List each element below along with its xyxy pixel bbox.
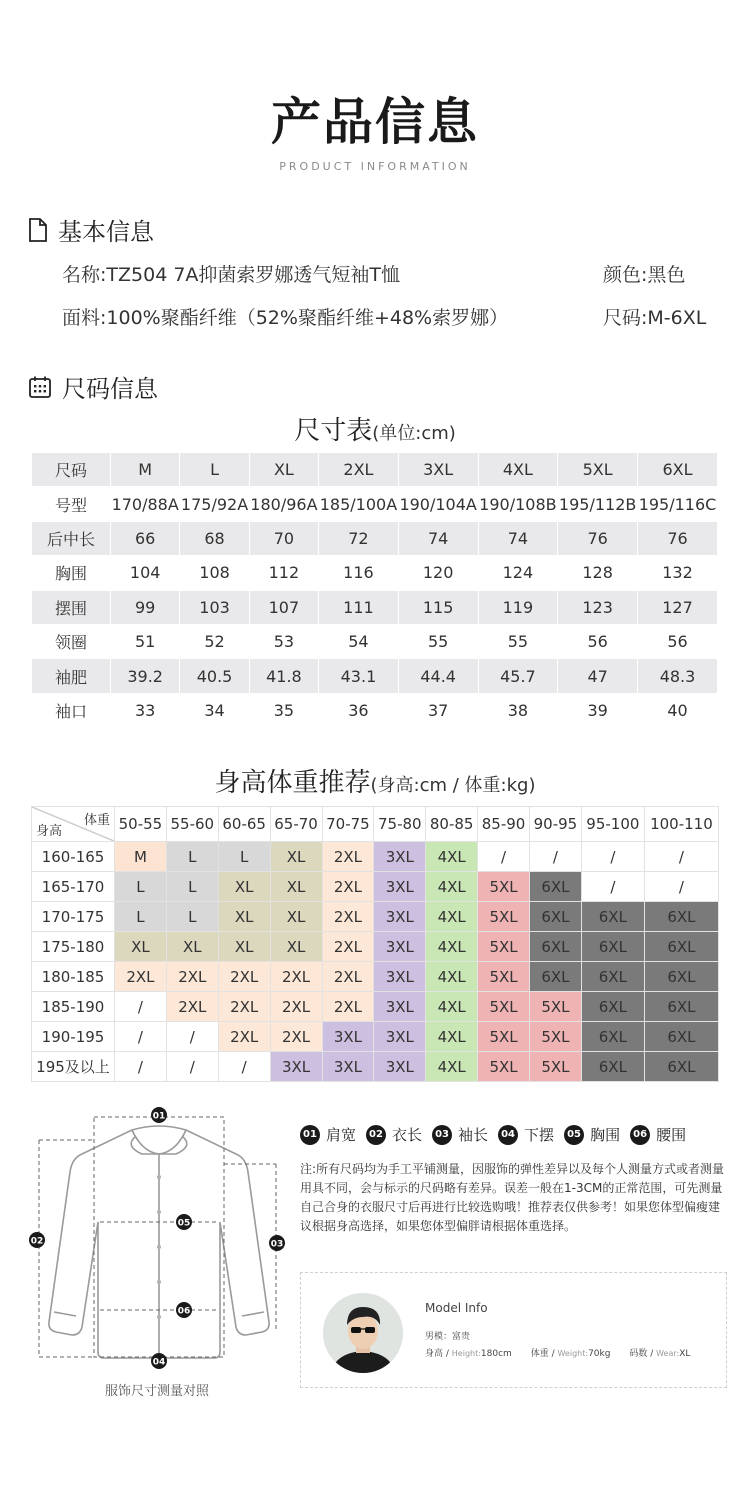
size-table [31, 452, 718, 728]
rec-table-size-cell: XL [218, 902, 270, 932]
rec-table-size-cell: 4XL [426, 902, 478, 932]
rec-table-height-cell: 190-195 [32, 1022, 115, 1052]
measurement-note: 注:所有尺码均为手工平铺测量，因服饰的弹性差异以及每个人测量方式或者测量用具不同，会与标示的尺码略有差异。误差一般在1-3CM的正常范围，可先测量自己合身的衣服尺寸后再进行比较选购哦！推荐表仅供参考！如果您体型偏瘦建议根据身高选择，如果您体型偏胖请根据体重选择。 [300, 1162, 725, 1233]
marker-05: 05 [177, 1218, 191, 1229]
rec-table-size-cell: 5XL [530, 1022, 582, 1052]
rec-table-row [32, 842, 719, 872]
rec-table-size-cell: L [218, 842, 270, 872]
marker-02: 02 [30, 1236, 44, 1247]
rec-table-height-cell: 165-170 [32, 872, 115, 902]
measurement-legend [300, 1124, 696, 1145]
model-info-title: Model Info [425, 1301, 488, 1315]
model-wear-label: 码数 / [629, 1349, 654, 1359]
document-icon [28, 218, 48, 242]
rec-table-size-cell: 5XL [530, 992, 582, 1022]
rec-table-row [32, 962, 719, 992]
size-table-cell: 72 [319, 521, 399, 555]
size-table-cell: 43.1 [319, 659, 399, 693]
marker-06: 06 [177, 1306, 191, 1317]
size-table-cell: 38 [478, 693, 558, 727]
rec-table-size-cell: 2XL [322, 962, 374, 992]
size-table-cell: 104 [111, 556, 180, 590]
size-table-row [32, 624, 718, 658]
rec-table-size-cell: / [166, 1052, 218, 1082]
rec-table-title-text: 身高体重推荐 [214, 768, 371, 798]
rec-table-weight-header: 55-60 [166, 807, 218, 842]
size-table-cell: 39 [558, 693, 638, 727]
rec-table-size-cell: 4XL [426, 1022, 478, 1052]
rec-table-size-cell: / [644, 872, 718, 902]
rec-table-size-cell: 6XL [581, 902, 644, 932]
rec-table-size-cell: 4XL [426, 992, 478, 1022]
rec-table-size-cell: 6XL [530, 932, 582, 962]
legend-number-badge: 04 [498, 1125, 518, 1145]
rec-table-size-cell: 3XL [322, 1052, 374, 1082]
size-table-cell: 52 [180, 624, 249, 658]
size-table-row [32, 659, 718, 693]
size-table-cell: 74 [398, 521, 478, 555]
page-subtitle: PRODUCT INFORMATION [279, 160, 471, 173]
legend-label: 肩宽 [326, 1126, 357, 1144]
size-table-cell: 99 [111, 590, 180, 624]
rec-table-height-cell: 170-175 [32, 902, 115, 932]
rec-table-weight-header: 60-65 [218, 807, 270, 842]
rec-table-size-cell: M [115, 842, 167, 872]
size-table-cell: 41.8 [249, 659, 318, 693]
rec-table-size-cell: 2XL [322, 932, 374, 962]
size-table-cell: L [180, 453, 249, 487]
basic-info-heading-label: 基本信息 [58, 218, 154, 246]
basic-info-heading [28, 212, 154, 247]
legend-item [432, 1124, 488, 1145]
size-table-cell: 76 [638, 521, 718, 555]
rec-table-size-cell: 6XL [530, 962, 582, 992]
size-table-cell: 3XL [398, 453, 478, 487]
model-wear-en: Wear: [656, 1349, 680, 1358]
rec-table-size-cell: 6XL [644, 1052, 718, 1082]
legend-item [498, 1124, 554, 1145]
rec-table-size-cell: 2XL [322, 842, 374, 872]
size-table-unit: (单位:cm) [372, 423, 456, 444]
size-table-cell: 115 [398, 590, 478, 624]
rec-table-size-cell: XL [270, 872, 322, 902]
rec-table-height-cell: 175-180 [32, 932, 115, 962]
rec-table-size-cell: XL [166, 932, 218, 962]
rec-table-header-row [32, 807, 719, 842]
rec-table-height-cell: 160-165 [32, 842, 115, 872]
size-table-cell: 107 [249, 590, 318, 624]
rec-table-size-cell: 6XL [530, 872, 582, 902]
legend-number-badge: 06 [630, 1125, 650, 1145]
rec-table-size-cell: L [115, 872, 167, 902]
rec-table-size-cell: 3XL [374, 932, 426, 962]
rec-table-size-cell: / [644, 842, 718, 872]
size-table-cell: 33 [111, 693, 180, 727]
size-table-cell: XL [249, 453, 318, 487]
size-table-cell: 76 [558, 521, 638, 555]
size-table-cell: M [111, 453, 180, 487]
rec-table-size-cell: 2XL [218, 962, 270, 992]
shirt-outline-icon [49, 1126, 269, 1358]
rec-table-size-cell: 2XL [218, 992, 270, 1022]
rec-table-size-cell: 5XL [478, 872, 530, 902]
model-weight: 70kg [588, 1349, 611, 1359]
model-height: 180cm [480, 1349, 512, 1359]
rec-table-row [32, 932, 719, 962]
rec-table-size-cell: 4XL [426, 932, 478, 962]
model-height-label: 身高 / [425, 1349, 449, 1359]
rec-table-size-cell: / [115, 1052, 167, 1082]
rec-table-size-cell: XL [270, 932, 322, 962]
rec-table-weight-header: 100-110 [644, 807, 718, 842]
size-table-cell: 53 [249, 624, 318, 658]
size-table-cell: 195/112B [558, 487, 638, 521]
rec-table-size-cell: 6XL [581, 932, 644, 962]
legend-item [300, 1124, 356, 1145]
size-table-cell: 119 [478, 590, 558, 624]
rec-table-row [32, 872, 719, 902]
size-table-cell: 34 [180, 693, 249, 727]
marker-03: 03 [270, 1239, 284, 1250]
rec-table-size-cell: 2XL [270, 962, 322, 992]
rec-table-size-cell: 6XL [581, 992, 644, 1022]
size-table-cell: 48.3 [638, 659, 718, 693]
size-table-cell: 44.4 [398, 659, 478, 693]
rec-table-height-cell: 195及以上 [32, 1052, 115, 1082]
rec-table-size-cell: 2XL [218, 1022, 270, 1052]
rec-table-size-cell: / [115, 992, 167, 1022]
size-table-cell: 36 [319, 693, 399, 727]
rec-table-size-cell: 2XL [270, 1022, 322, 1052]
rec-table-size-cell: 3XL [270, 1052, 322, 1082]
size-table-row-header: 袖口 [32, 693, 111, 727]
size-table-row-header: 尺码 [32, 453, 111, 487]
size-table-cell: 116 [319, 556, 399, 590]
rec-table-size-cell: / [478, 842, 530, 872]
rec-table-size-cell: 5XL [478, 992, 530, 1022]
size-table-row-header: 号型 [32, 487, 111, 521]
model-name: 男模：富贵 [425, 1332, 471, 1342]
rec-table-size-cell: 6XL [644, 962, 718, 992]
rec-table-size-cell: / [115, 1022, 167, 1052]
size-table-row [32, 590, 718, 624]
rec-table-size-cell: 4XL [426, 1052, 478, 1082]
rec-table-size-cell: / [581, 842, 644, 872]
rec-table-size-cell: 2XL [115, 962, 167, 992]
legend-label: 衣长 [392, 1126, 423, 1144]
size-table-cell: 175/92A [180, 487, 249, 521]
size-table-cell: 35 [249, 693, 318, 727]
size-table-cell: 124 [478, 556, 558, 590]
size-table-row [32, 556, 718, 590]
size-table-cell: 190/108B [478, 487, 558, 521]
rec-table-weight-header: 50-55 [115, 807, 167, 842]
size-table-cell: 37 [398, 693, 478, 727]
rec-table-size-cell: 6XL [644, 902, 718, 932]
rec-table-unit: (身高:cm / 体重:kg) [370, 775, 536, 796]
size-info-heading [28, 369, 158, 404]
legend-item [630, 1124, 686, 1145]
size-table-cell: 180/96A [249, 487, 318, 521]
size-table-cell: 132 [638, 556, 718, 590]
rec-table-size-cell: 6XL [644, 932, 718, 962]
legend-item [564, 1124, 620, 1145]
diagram-caption: 服饰尺寸测量对照 [104, 1384, 209, 1399]
rec-table-size-cell: XL [270, 902, 322, 932]
legend-label: 下摆 [524, 1126, 555, 1144]
rec-table-size-cell: L [166, 842, 218, 872]
size-table-cell: 70 [249, 521, 318, 555]
legend-item [366, 1124, 422, 1145]
rec-table-size-cell: 5XL [478, 902, 530, 932]
rec-table-size-cell: 4XL [426, 872, 478, 902]
model-height-en: Height: [451, 1349, 481, 1358]
size-table-row [32, 453, 718, 487]
size-table-cell: 112 [249, 556, 318, 590]
rec-table-size-cell: 3XL [374, 1052, 426, 1082]
size-table-cell: 68 [180, 521, 249, 555]
shirt-measurement-diagram [24, 1102, 294, 1372]
page-title: 产品信息 [271, 93, 479, 151]
rec-table-size-cell: 2XL [322, 902, 374, 932]
rec-table-size-cell: L [166, 902, 218, 932]
model-weight-en: Weight: [557, 1349, 589, 1358]
rec-table-row [32, 1052, 719, 1082]
rec-table-size-cell: 3XL [374, 902, 426, 932]
legend-number-badge: 02 [366, 1125, 386, 1145]
model-info-card [300, 1272, 727, 1388]
size-table-cell: 74 [478, 521, 558, 555]
rec-table-size-cell: 3XL [374, 1022, 426, 1052]
size-table-cell: 127 [638, 590, 718, 624]
size-table-cell: 185/100A [319, 487, 399, 521]
rec-table-height-label: 身高 [36, 824, 63, 839]
legend-label: 袖长 [458, 1126, 489, 1144]
size-table-cell: 40 [638, 693, 718, 727]
rec-table-size-cell: / [166, 1022, 218, 1052]
rec-table-row [32, 992, 719, 1022]
size-table-cell: 45.7 [478, 659, 558, 693]
model-wear: XL [679, 1349, 691, 1359]
size-table-title [0, 410, 750, 447]
size-table-row-header: 后中长 [32, 521, 111, 555]
legend-number-badge: 05 [564, 1125, 584, 1145]
model-stats [425, 1346, 690, 1359]
size-table-row-header: 胸围 [32, 556, 111, 590]
rec-table-weight-header: 65-70 [270, 807, 322, 842]
rec-table-size-cell: 6XL [644, 1022, 718, 1052]
rec-table-size-cell: 5XL [530, 1052, 582, 1082]
size-table-cell: 170/88A [111, 487, 180, 521]
rec-table-size-cell: 3XL [322, 1022, 374, 1052]
rec-table-size-cell: XL [115, 932, 167, 962]
rec-table-weight-label: 体重 [83, 813, 110, 828]
size-table-title-text: 尺寸表 [294, 416, 373, 446]
model-avatar [323, 1293, 403, 1373]
rec-table-weight-header: 85-90 [478, 807, 530, 842]
size-table-cell: 56 [558, 624, 638, 658]
rec-table-size-cell: 5XL [478, 932, 530, 962]
marker-01: 01 [152, 1111, 166, 1122]
rec-table-weight-header: 80-85 [426, 807, 478, 842]
size-table-cell: 5XL [558, 453, 638, 487]
size-table-cell: 120 [398, 556, 478, 590]
size-table-row-header: 摆围 [32, 590, 111, 624]
size-table-row [32, 487, 718, 521]
rec-table-size-cell: 4XL [426, 842, 478, 872]
rec-table-size-cell: 6XL [530, 902, 582, 932]
rec-table-size-cell: 5XL [478, 1052, 530, 1082]
size-table-row-header: 领圈 [32, 624, 111, 658]
rec-table-size-cell: / [530, 842, 582, 872]
rec-table-size-cell: 4XL [426, 962, 478, 992]
size-table-cell: 39.2 [111, 659, 180, 693]
rec-table-weight-header: 95-100 [581, 807, 644, 842]
legend-label: 胸围 [590, 1126, 621, 1144]
size-table-row [32, 521, 718, 555]
product-name: 名称:TZ504 7A抑菌索罗娜透气短袖T恤 [62, 264, 401, 286]
rec-table-size-cell: 3XL [374, 962, 426, 992]
rec-table-corner [32, 807, 115, 842]
rec-table-size-cell: 6XL [581, 1052, 644, 1082]
model-weight-label: 体重 / [530, 1349, 555, 1359]
rec-table-size-cell: 6XL [581, 962, 644, 992]
legend-label: 腰围 [656, 1126, 687, 1144]
size-table-cell: 55 [398, 624, 478, 658]
size-table-cell: 108 [180, 556, 249, 590]
calendar-icon [28, 375, 52, 399]
rec-table-size-cell: 2XL [270, 992, 322, 1022]
size-table-cell: 2XL [319, 453, 399, 487]
diagram-markers [29, 1107, 285, 1369]
rec-table-size-cell: 6XL [581, 1022, 644, 1052]
size-table-cell: 123 [558, 590, 638, 624]
legend-number-badge: 01 [300, 1125, 320, 1145]
size-table-cell: 54 [319, 624, 399, 658]
size-table-cell: 128 [558, 556, 638, 590]
rec-table-size-cell: L [166, 872, 218, 902]
rec-table-size-cell: 6XL [644, 992, 718, 1022]
rec-table-size-cell: 2XL [322, 992, 374, 1022]
rec-table-size-cell: / [581, 872, 644, 902]
model-photo-icon [323, 1293, 403, 1373]
size-table-cell: 195/116C [638, 487, 718, 521]
rec-table-size-cell: 2XL [166, 992, 218, 1022]
size-table-cell: 4XL [478, 453, 558, 487]
rec-table-size-cell: 5XL [478, 962, 530, 992]
size-table-cell: 55 [478, 624, 558, 658]
rec-table-height-cell: 180-185 [32, 962, 115, 992]
size-info-heading-label: 尺码信息 [62, 375, 158, 403]
rec-table-height-cell: 185-190 [32, 992, 115, 1022]
size-table-cell: 47 [558, 659, 638, 693]
rec-table-size-cell: 2XL [322, 872, 374, 902]
product-color: 颜色:黑色 [603, 264, 686, 286]
rec-table-size-cell: 3XL [374, 842, 426, 872]
product-fabric: 面料:100%聚酯纤维（52%聚酯纤维+48%索罗娜） [62, 307, 509, 329]
size-table-cell: 40.5 [180, 659, 249, 693]
rec-table-title [0, 762, 750, 799]
size-table-cell: 51 [111, 624, 180, 658]
size-table-cell: 103 [180, 590, 249, 624]
rec-table-row [32, 1022, 719, 1052]
recommendation-table [31, 806, 719, 1082]
product-size-range: 尺码:M-6XL [603, 307, 707, 329]
size-table-row [32, 693, 718, 727]
rec-table-size-cell: 3XL [374, 992, 426, 1022]
legend-number-badge: 03 [432, 1125, 452, 1145]
rec-table-size-cell: 3XL [374, 872, 426, 902]
rec-table-size-cell: XL [270, 842, 322, 872]
rec-table-size-cell: XL [218, 872, 270, 902]
size-table-cell: 56 [638, 624, 718, 658]
size-table-cell: 111 [319, 590, 399, 624]
rec-table-row [32, 902, 719, 932]
rec-table-weight-header: 90-95 [530, 807, 582, 842]
rec-table-size-cell: 5XL [478, 1022, 530, 1052]
size-table-cell: 190/104A [398, 487, 478, 521]
marker-04: 04 [152, 1357, 166, 1368]
rec-table-size-cell: / [218, 1052, 270, 1082]
rec-table-weight-header: 70-75 [322, 807, 374, 842]
rec-table-size-cell: 2XL [166, 962, 218, 992]
size-table-cell: 6XL [638, 453, 718, 487]
size-table-cell: 66 [111, 521, 180, 555]
rec-table-weight-header: 75-80 [374, 807, 426, 842]
rec-table-size-cell: XL [218, 932, 270, 962]
rec-table-size-cell: L [115, 902, 167, 932]
size-table-row-header: 袖肥 [32, 659, 111, 693]
